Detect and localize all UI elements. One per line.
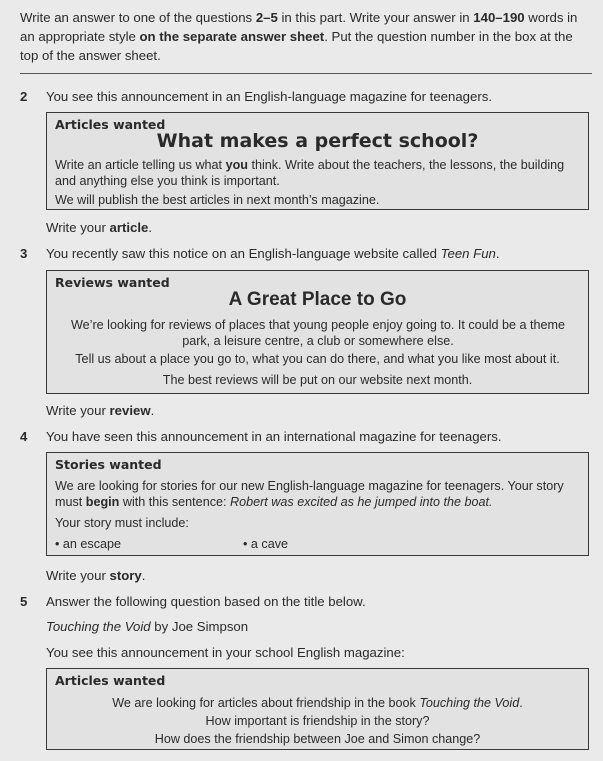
q2-body-c: think. Write about the teachers, the lessons, the building and anything else you think is important. [55,158,565,188]
q3-write-a: Write your [46,403,110,418]
instructions-text-4: . Put the question number in the box at the top of the answer sheet. [20,29,573,63]
question-4-number: 4 [20,429,28,444]
q3-prompt-b: Teen Fun [440,246,496,261]
q2-body-b: you [225,158,248,172]
bullet-icon: • [243,537,248,551]
question-2-box [46,112,589,210]
question-4-box [46,452,589,556]
book-title: Touching the Void [46,619,151,634]
divider [20,73,592,74]
question-2-tag: Articles wanted [55,117,166,132]
question-4-item-1 [55,536,121,552]
answer-sheet-emphasis: on the separate answer sheet [139,29,325,44]
question-5-tag: Articles wanted [55,673,166,688]
q2-write-b: article [109,220,149,235]
question-5-title [46,618,248,636]
question-5-context: You see this announcement in your school English magazine: [46,645,405,660]
q4-item-1-text: an escape [62,537,122,551]
question-3-tag: Reviews wanted [55,275,170,290]
q4-write-c: . [141,568,146,583]
question-5-body [47,695,588,711]
q2-write-c: . [148,220,153,235]
question-5-box [46,668,589,750]
question-3-task [46,402,154,420]
question-4-item-2 [243,536,288,552]
question-2-prompt: You see this announcement in an English-language magazine for teenagers. [46,89,492,104]
q3-write-b: review [109,403,151,418]
question-3-headline: A Great Place to Go [228,289,407,310]
q4-write-a: Write your [46,568,110,583]
question-3-prompt [46,245,500,263]
question-5-body-3: How does the friendship between Joe and Simon change? [154,732,481,746]
question-range: 2–5 [255,10,278,25]
q4-body-a: We are looking for stories for our new English-language magazine for teenagers. Your story must [55,479,564,509]
q3-write-c: . [150,403,155,418]
q4-body-c: with this sentence: [119,495,230,509]
question-4-tag: Stories wanted [55,457,162,472]
book-author: by Joe Simpson [150,619,249,634]
question-5-prompt: Answer the following question based on the title below. [46,594,366,609]
q5-body-a: We are looking for articles about friendship in the book [112,696,420,710]
word-count: 140–190 [473,10,525,25]
bullet-icon: • [55,537,60,551]
instructions-text-2: in this part. Write your answer in [277,10,474,25]
instructions [20,8,588,65]
q3-prompt-a: You recently saw this notice on an English-language website called [46,246,441,261]
q4-body-b: begin [85,495,120,509]
question-3-box [46,270,589,394]
question-5-body-2: How important is friendship in the story? [205,714,430,728]
question-3-body-3: The best reviews will be put on our website next month. [162,373,473,387]
q2-body-a: Write an article telling us what [55,158,226,172]
question-4-include: Your story must include: [55,516,189,530]
instructions-text-1: Write an answer to one of the questions [20,10,256,25]
q4-write-b: story [109,568,142,583]
q4-body-d: Robert was excited as he jumped into the boat. [230,495,493,509]
question-2-publish: We will publish the best articles in next month’s magazine. [55,193,380,207]
question-3-body: We’re looking for reviews of places that young people enjoy going to. It could be a theme park, a leisure centre, a club or somewhere else. [70,318,566,348]
q4-item-2-text: a cave [250,537,289,551]
instructions-text-3: words in an appropriate style [20,10,578,44]
question-3-body-2: Tell us about a place you go to, what you can do there, and what you like most about it. [75,352,560,366]
question-5-number: 5 [20,594,28,609]
q5-body-b: Touching the Void [419,696,520,710]
q5-body-c: . [519,696,523,710]
question-4-prompt: You have seen this announcement in an international magazine for teenagers. [46,429,502,444]
question-4-task [46,567,145,585]
question-2-headline: What makes a perfect school? [156,130,479,152]
question-3-number: 3 [20,246,28,261]
question-2-task [46,219,152,237]
question-2-number: 2 [20,89,28,104]
question-2-body [55,157,581,189]
q3-prompt-c: . [495,246,500,261]
q2-write-a: Write your [46,220,110,235]
question-4-body [55,478,583,510]
